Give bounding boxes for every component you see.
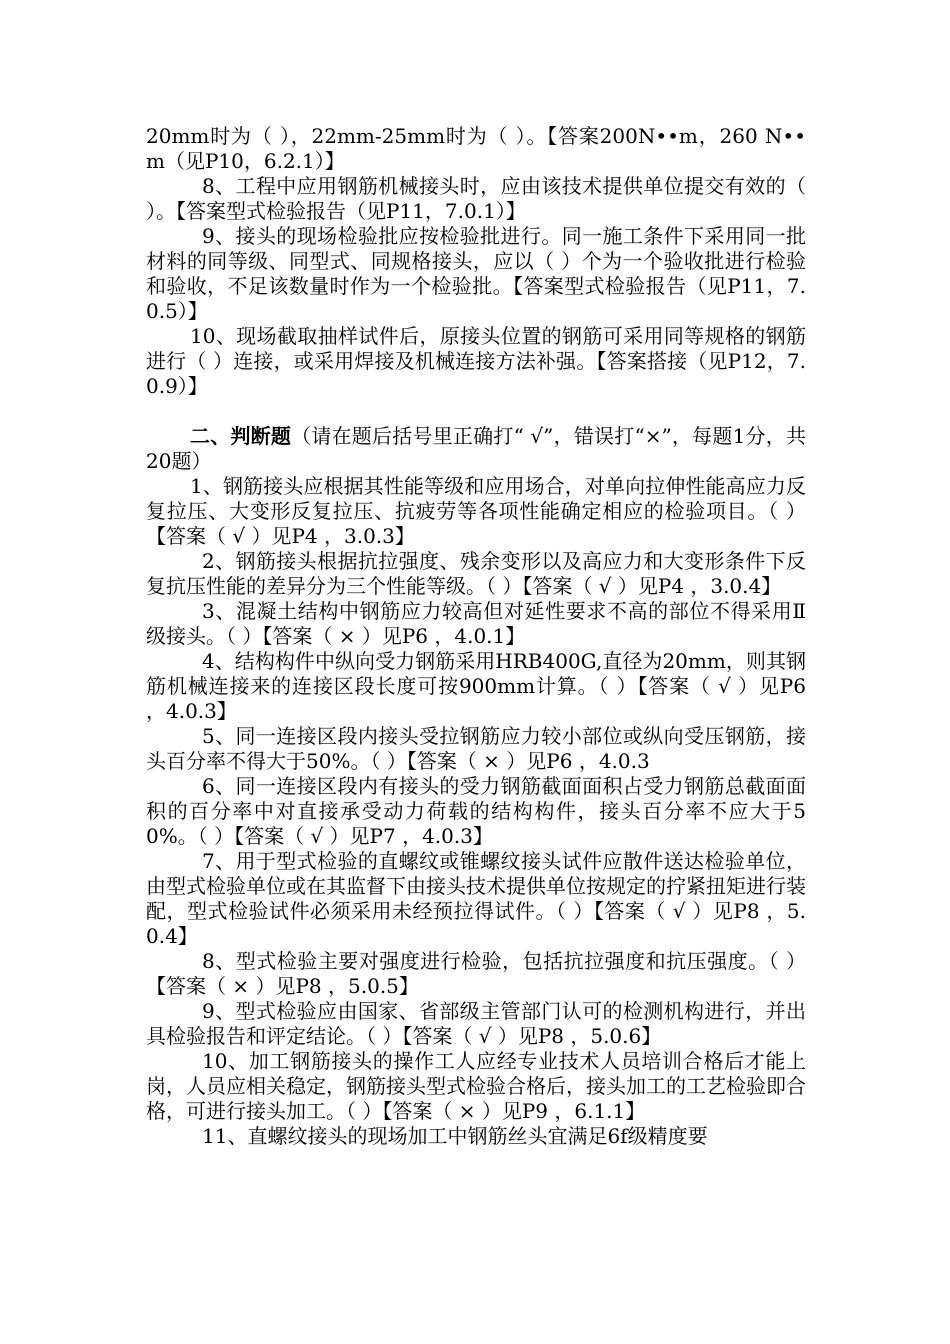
question-10: 10、加工钢筋接头的操作工人应经专业技术人员培训合格后才能上岗，人员应相关稳定，钢筋接头型式检验合格后，接头加工的工艺检验即合格，可进行接头加工。（ ）【答案（ × ）见P9 ，6.1.1】 (146, 1049, 806, 1123)
question-3: 3、混凝土结构中钢筋应力较高但对延性要求不高的部位不得采用Ⅱ级接头。（ ）【答案（ × ）见P6 ，4.0.1】 (146, 599, 806, 648)
question-11: 11、直螺纹接头的现场加工中钢筋丝头宜满足6f级精度要 (202, 1124, 708, 1148)
section-gap (146, 399, 806, 424)
question-8: 8、型式检验主要对强度进行检验，包括抗拉强度和抗压强度。（ ）【答案（ × ）见P8 ，5.0.5】 (146, 949, 806, 998)
section-heading (146, 424, 806, 474)
answer-item-9: 9、接头的现场检验批应按检验批进行。同一施工条件下采用同一批材料的同等级、同型式、同规格接头，应以（ ）个为一个验收批进行检验和验收，不足该数量时作为一个检验批。【答案型式检验报告（见P11，7.0.5）】 (146, 224, 806, 323)
document-page (146, 124, 806, 1149)
question-2: 2、钢筋接头根据抗拉强度、残余变形以及高应力和大变形条件下反复抗压性能的差异分为三个性能等级。（ ）【答案（ √ ）见P4 ，3.0.4】 (146, 549, 806, 598)
answer-item-10: 10、现场截取抽样试件后，原接头位置的钢筋可采用同等规格的钢筋进行（ ）连接，或采用焊接及机械连接方法补强。【答案搭接（见P12，7.0.9）】 (146, 324, 806, 398)
answer-item-7-continued: 20mm时为（ ），22mm-25mm时为（ ）。【答案200N••m，260 N••m（见P10，6.2.1）】 (146, 124, 806, 173)
answer-item-8: 8、工程中应用钢筋机械接头时，应由该技术提供单位提交有效的（ ）。【答案型式检验报告（见P11，7.0.1）】 (146, 174, 806, 223)
section-title: 二、判断题 (190, 424, 292, 448)
question-1: 1、钢筋接头应根据其性能等级和应用场合，对单向拉伸性能高应力反复拉压、大变形反复拉压、抗疲劳等各项性能确定相应的检验项目。（ ）【答案（ √ ）见P4 ，3.0.3】 (146, 474, 806, 548)
question-9: 9、型式检验应由国家、省部级主管部门认可的检测机构进行，并出具检验报告和评定结论。（ ）【答案（ √ ）见P8 ，5.0.6】 (146, 999, 806, 1048)
question-5: 5、同一连接区段内接头受拉钢筋应力较小部位或纵向受压钢筋，接头百分率不得大于50%。（ ）【答案（ × ）见P6 ，4.0.3 (146, 724, 806, 773)
section-instruction: （请在题后括号里正确打“ √”，错误打“×”，每题1分，共20题） (146, 424, 806, 473)
question-4: 4、结构构件中纵向受力钢筋采用HRB400G,直径为20mm，则其钢筋机械连接来的连接区段长度可按900mm计算。（ ）【答案（ √ ）见P6 ，4.0.3】 (146, 649, 806, 723)
question-6: 6、同一连接区段内有接头的受力钢筋截面面积占受力钢筋总截面面积的百分率中对直接承受动力荷载的结构构件，接头百分率不应大于50%。（ ）【答案（ √ ）见P7 ，4.0.3】 (146, 774, 806, 848)
question-7: 7、用于型式检验的直螺纹或锥螺纹接头试件应散件送达检验单位，由型式检验单位或在其监督下由接头技术提供单位按规定的拧紧扭矩进行装配，型式检验试件必须采用未经预拉得试件。（ ）【答案（ √ ）见P8 ，5.0.4】 (146, 849, 806, 948)
